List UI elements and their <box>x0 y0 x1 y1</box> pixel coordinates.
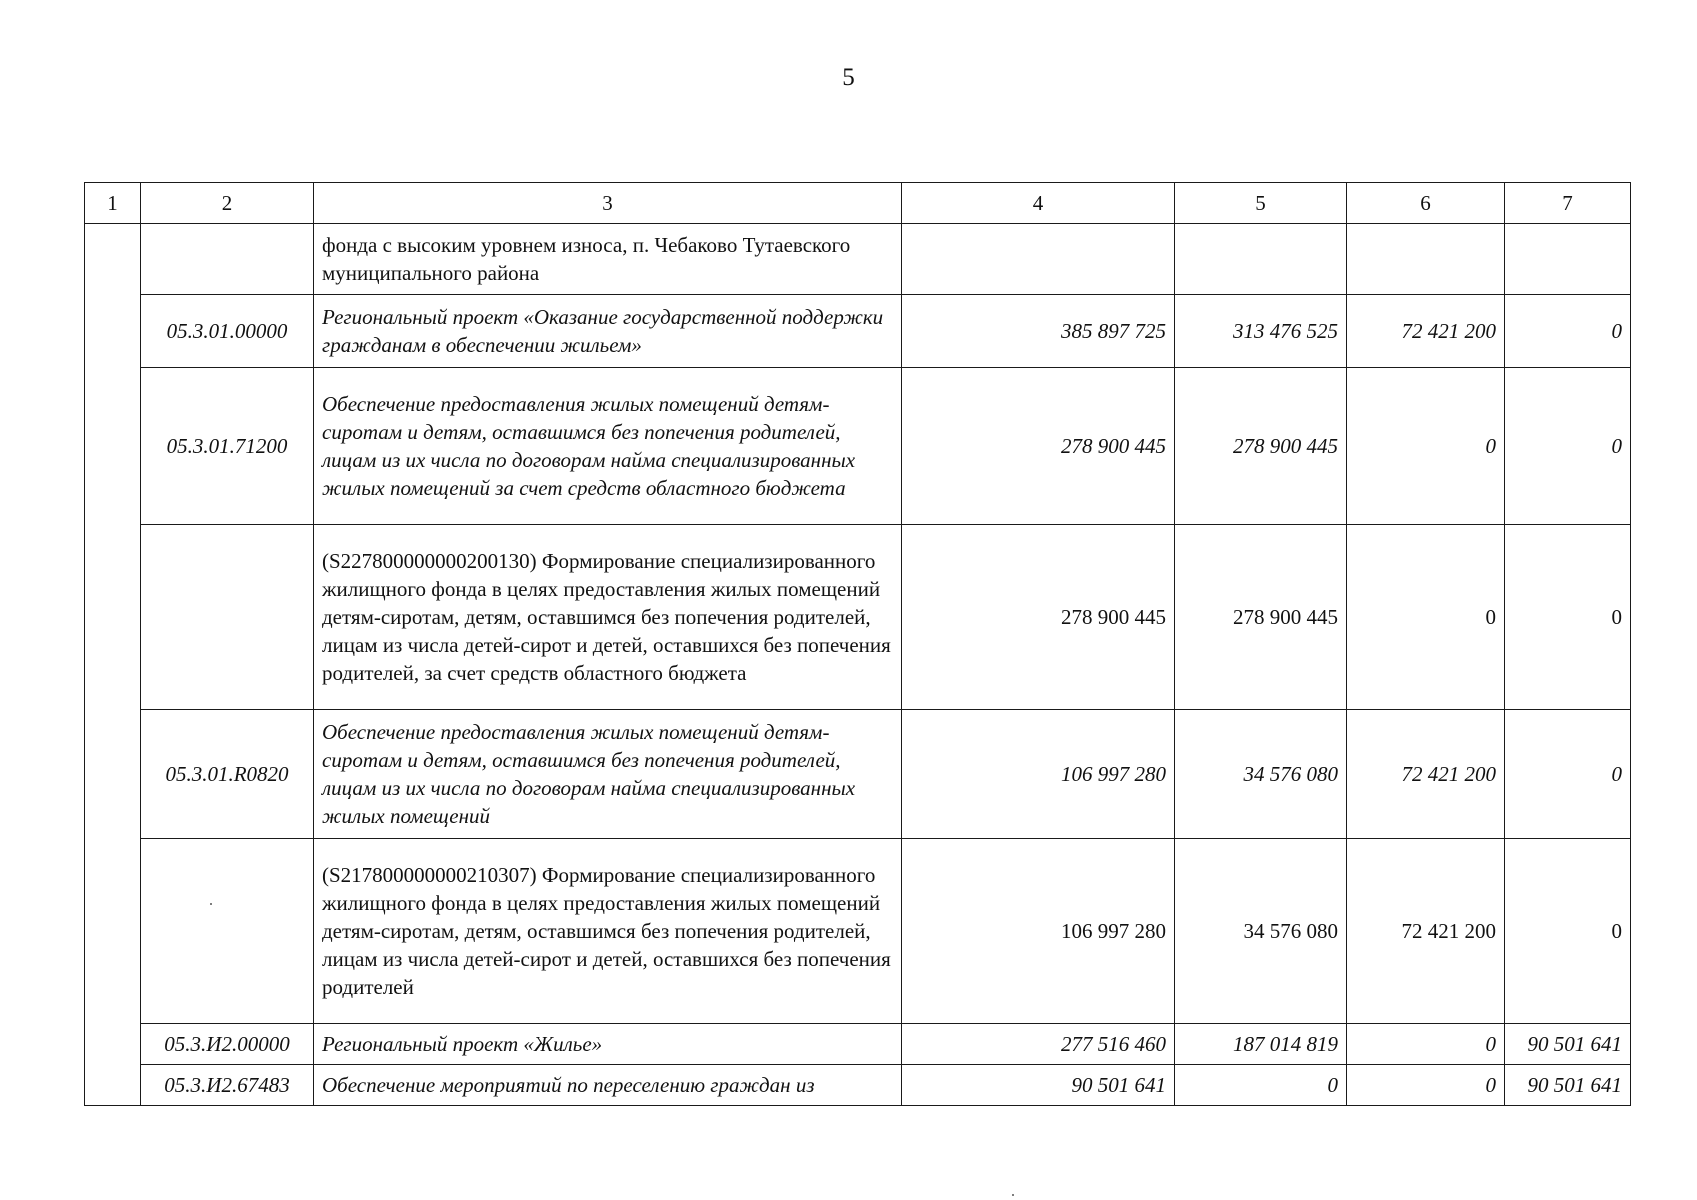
table-row <box>85 525 1631 710</box>
value-cell-4: 90 501 641 <box>902 1065 1175 1106</box>
description-cell: (S217800000000210307) Формирование специализированного жилищного фонда в целях предоставления жилых помещений детям-сиротам, детям, оставшимся без попечения родителей, лицам из числа детей-сирот и детей, оставшихся без попечения родителей <box>314 839 902 1024</box>
header-cell: 3 <box>314 183 902 224</box>
column-1-cell <box>85 224 141 1106</box>
value-cell-5: 278 900 445 <box>1175 525 1347 710</box>
description-cell: Региональный проект «Оказание государственной поддержки гражданам в обеспечении жильем» <box>314 295 902 368</box>
header-cell: 6 <box>1347 183 1505 224</box>
value-cell-4: 106 997 280 <box>902 839 1175 1024</box>
table-row <box>85 1065 1631 1106</box>
value-cell-6: 0 <box>1347 1024 1505 1065</box>
description-cell: Региональный проект «Жилье» <box>314 1024 902 1065</box>
value-cell-6: 0 <box>1347 525 1505 710</box>
value-cell-5: 187 014 819 <box>1175 1024 1347 1065</box>
value-cell-5: 0 <box>1175 1065 1347 1106</box>
table-row <box>85 368 1631 525</box>
table-row <box>85 1024 1631 1065</box>
value-cell-5: 34 576 080 <box>1175 839 1347 1024</box>
value-cell-7: 0 <box>1505 839 1631 1024</box>
value-cell-6: 72 421 200 <box>1347 710 1505 839</box>
value-cell-5: 34 576 080 <box>1175 710 1347 839</box>
description-cell: Обеспечение предоставления жилых помещений детям-сиротам и детям, оставшимся без попечения родителей, лицам из их числа по договорам найма специализированных жилых помещений <box>314 710 902 839</box>
table-row <box>85 710 1631 839</box>
code-cell: 05.3.И2.00000 <box>141 1024 314 1065</box>
header-cell: 7 <box>1505 183 1631 224</box>
description-cell: Обеспечение мероприятий по переселению граждан из <box>314 1065 902 1106</box>
value-cell-4: 278 900 445 <box>902 525 1175 710</box>
scan-speck <box>210 903 212 905</box>
description-cell: фонда с высоким уровнем износа, п. Чебаково Тутаевского муниципального района <box>314 224 902 295</box>
value-cell-5 <box>1175 224 1347 295</box>
value-cell-4: 385 897 725 <box>902 295 1175 368</box>
header-cell: 4 <box>902 183 1175 224</box>
value-cell-7: 0 <box>1505 525 1631 710</box>
value-cell-5: 278 900 445 <box>1175 368 1347 525</box>
scan-speck <box>1012 1194 1014 1196</box>
code-cell: 05.3.И2.67483 <box>141 1065 314 1106</box>
code-cell <box>141 224 314 295</box>
table-header-row <box>85 183 1631 224</box>
code-cell: 05.3.01.71200 <box>141 368 314 525</box>
header-cell: 5 <box>1175 183 1347 224</box>
value-cell-4: 106 997 280 <box>902 710 1175 839</box>
value-cell-6 <box>1347 224 1505 295</box>
value-cell-7: 0 <box>1505 295 1631 368</box>
value-cell-7 <box>1505 224 1631 295</box>
page-number: 5 <box>842 64 855 91</box>
value-cell-4 <box>902 224 1175 295</box>
table-row <box>85 839 1631 1024</box>
value-cell-7: 0 <box>1505 368 1631 525</box>
value-cell-7: 0 <box>1505 710 1631 839</box>
header-cell: 1 <box>85 183 141 224</box>
budget-table <box>84 182 1631 1106</box>
code-cell <box>141 839 314 1024</box>
value-cell-4: 278 900 445 <box>902 368 1175 525</box>
description-cell: Обеспечение предоставления жилых помещений детям-сиротам и детям, оставшимся без попечения родителей, лицам из их числа по договорам найма специализированных жилых помещений за счет средств областного бюджета <box>314 368 902 525</box>
code-cell: 05.3.01.00000 <box>141 295 314 368</box>
value-cell-7: 90 501 641 <box>1505 1065 1631 1106</box>
value-cell-7: 90 501 641 <box>1505 1024 1631 1065</box>
table-row <box>85 295 1631 368</box>
header-cell: 2 <box>141 183 314 224</box>
value-cell-5: 313 476 525 <box>1175 295 1347 368</box>
code-cell <box>141 525 314 710</box>
value-cell-6: 72 421 200 <box>1347 839 1505 1024</box>
code-cell: 05.3.01.R0820 <box>141 710 314 839</box>
table-row <box>85 224 1631 295</box>
value-cell-6: 0 <box>1347 1065 1505 1106</box>
value-cell-6: 0 <box>1347 368 1505 525</box>
description-cell: (S227800000000200130) Формирование специализированного жилищного фонда в целях предоставления жилых помещений детям-сиротам, детям, оставшимся без попечения родителей, лицам из числа детей-сирот и детей, оставшихся без попечения родителей, за счет средств областного бюджета <box>314 525 902 710</box>
value-cell-6: 72 421 200 <box>1347 295 1505 368</box>
value-cell-4: 277 516 460 <box>902 1024 1175 1065</box>
